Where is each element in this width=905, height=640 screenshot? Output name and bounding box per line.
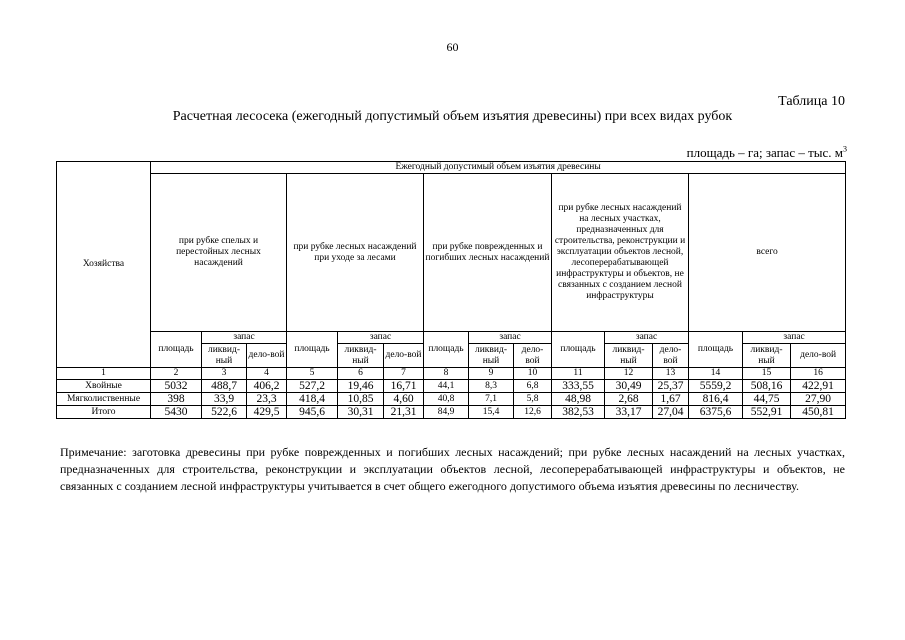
liquid-header: ликвид-ный — [202, 344, 247, 368]
table-cell: 945,6 — [287, 406, 338, 419]
units-text: площадь – га; запас – тыс. м — [686, 145, 843, 160]
table-row — [57, 406, 846, 419]
commercial-header: дело-вой — [247, 344, 287, 368]
column-number: 1 — [57, 368, 151, 380]
table-cell: 21,31 — [384, 406, 424, 419]
row-name: Итого — [57, 406, 151, 419]
column-number: 6 — [338, 368, 384, 380]
commercial-header: дело-вой — [514, 344, 552, 368]
liquid-header: ликвид-ный — [338, 344, 384, 368]
column-number: 16 — [791, 368, 846, 380]
table-cell: 1,67 — [653, 393, 689, 406]
liquid-header: ликвид-ный — [743, 344, 791, 368]
table-cell: 15,4 — [469, 406, 514, 419]
column-number: 11 — [552, 368, 605, 380]
table-cell: 488,7 — [202, 380, 247, 393]
group-header-mature: при рубке спелых и перестойных лесных насаждений — [151, 174, 287, 332]
column-number: 8 — [424, 368, 469, 380]
table-cell: 25,37 — [653, 380, 689, 393]
stock-header: запас — [469, 332, 552, 344]
table-cell: 382,53 — [552, 406, 605, 419]
table-cell: 5430 — [151, 406, 202, 419]
table-cell: 6,8 — [514, 380, 552, 393]
liquid-header: ликвид-ный — [469, 344, 514, 368]
table-cell: 508,16 — [743, 380, 791, 393]
page-number: 60 — [446, 40, 459, 54]
table-cell: 333,55 — [552, 380, 605, 393]
table-cell: 4,60 — [384, 393, 424, 406]
table-cell: 30,49 — [605, 380, 653, 393]
table-row — [57, 380, 846, 393]
commercial-header: дело-вой — [791, 344, 846, 368]
table-cell: 12,6 — [514, 406, 552, 419]
stock-header: запас — [202, 332, 287, 344]
table-label: Таблица 10 — [778, 94, 845, 109]
table-cell: 522,6 — [202, 406, 247, 419]
table-cell: 44,1 — [424, 380, 469, 393]
table-cell: 2,68 — [605, 393, 653, 406]
group-header-infrastructure: при рубке лесных насаждений на лесных участках, предназначенных для строительства, реконструкции и эксплуатации объектов лесной, лесоперерабатывающей инфраструктуры и объектов, не связанных с созданием лесной инфраструктуры — [552, 174, 689, 332]
table-cell: 450,81 — [791, 406, 846, 419]
table-cell: 33,9 — [202, 393, 247, 406]
table-cell: 406,2 — [247, 380, 287, 393]
column-number: 13 — [653, 368, 689, 380]
table-cell: 8,3 — [469, 380, 514, 393]
allowable-cut-table — [56, 161, 846, 419]
column-number: 10 — [514, 368, 552, 380]
stock-header: запас — [743, 332, 846, 344]
column-number: 9 — [469, 368, 514, 380]
table-note: Примечание: заготовка древесины при рубке поврежденных и погибших лесных насаждений; при рубке лесных насаждений на лесных участках, предназначенных для строительства, реконструкции и эксплуатации объектов лесной, лесоперерабатывающей инфраструктуры и объектов, не связанных с созданием лесной инфраструктуры учитывается в счет общего ежегодного допустимого объема изъятия древесины по лесничеству. — [60, 445, 845, 493]
area-header: площадь — [424, 332, 469, 368]
table-cell: 7,1 — [469, 393, 514, 406]
row-header-cell: Хозяйства — [57, 162, 151, 368]
table-cell: 429,5 — [247, 406, 287, 419]
table-cell: 5559,2 — [689, 380, 743, 393]
column-number: 15 — [743, 368, 791, 380]
group-header-damaged: при рубке поврежденных и погибших лесных насаждений — [424, 174, 552, 332]
table-cell: 48,98 — [552, 393, 605, 406]
table-row — [57, 393, 846, 406]
column-number: 7 — [384, 368, 424, 380]
column-number: 12 — [605, 368, 653, 380]
table-cell: 19,46 — [338, 380, 384, 393]
table-cell: 84,9 — [424, 406, 469, 419]
stock-header: запас — [605, 332, 689, 344]
table-cell: 5032 — [151, 380, 202, 393]
units-superscript: 3 — [843, 144, 847, 154]
table-cell: 5,8 — [514, 393, 552, 406]
row-name: Мягколиственные — [57, 393, 151, 406]
table-cell: 27,90 — [791, 393, 846, 406]
table-cell: 398 — [151, 393, 202, 406]
commercial-header: дело-вой — [384, 344, 424, 368]
table-cell: 418,4 — [287, 393, 338, 406]
column-number: 2 — [151, 368, 202, 380]
commercial-header: дело-вой — [653, 344, 689, 368]
group-header-thinning: при рубке лесных насаждений при уходе за лесами — [287, 174, 424, 332]
table-cell: 44,75 — [743, 393, 791, 406]
table-cell: 6375,6 — [689, 406, 743, 419]
liquid-header: ликвид-ный — [605, 344, 653, 368]
table-cell: 40,8 — [424, 393, 469, 406]
column-number: 14 — [689, 368, 743, 380]
table-title: Расчетная лесосека (ежегодный допустимый объем изъятия древесины) при всех видах рубок — [172, 109, 733, 124]
table-cell: 33,17 — [605, 406, 653, 419]
area-header: площадь — [552, 332, 605, 368]
table-cell: 422,91 — [791, 380, 846, 393]
row-name: Хвойные — [57, 380, 151, 393]
column-number: 3 — [202, 368, 247, 380]
units-line — [687, 145, 847, 161]
group-header-total: всего — [689, 174, 846, 332]
table-cell: 27,04 — [653, 406, 689, 419]
table-cell: 16,71 — [384, 380, 424, 393]
table-cell: 23,3 — [247, 393, 287, 406]
column-number: 5 — [287, 368, 338, 380]
column-number: 4 — [247, 368, 287, 380]
table-cell: 10,85 — [338, 393, 384, 406]
top-header-cell: Ежегодный допустимый объем изъятия древесины — [151, 162, 846, 174]
table-cell: 527,2 — [287, 380, 338, 393]
table-cell: 552,91 — [743, 406, 791, 419]
area-header: площадь — [287, 332, 338, 368]
table-cell: 30,31 — [338, 406, 384, 419]
stock-header: запас — [338, 332, 424, 344]
area-header: площадь — [151, 332, 202, 368]
table-cell: 816,4 — [689, 393, 743, 406]
area-header: площадь — [689, 332, 743, 368]
